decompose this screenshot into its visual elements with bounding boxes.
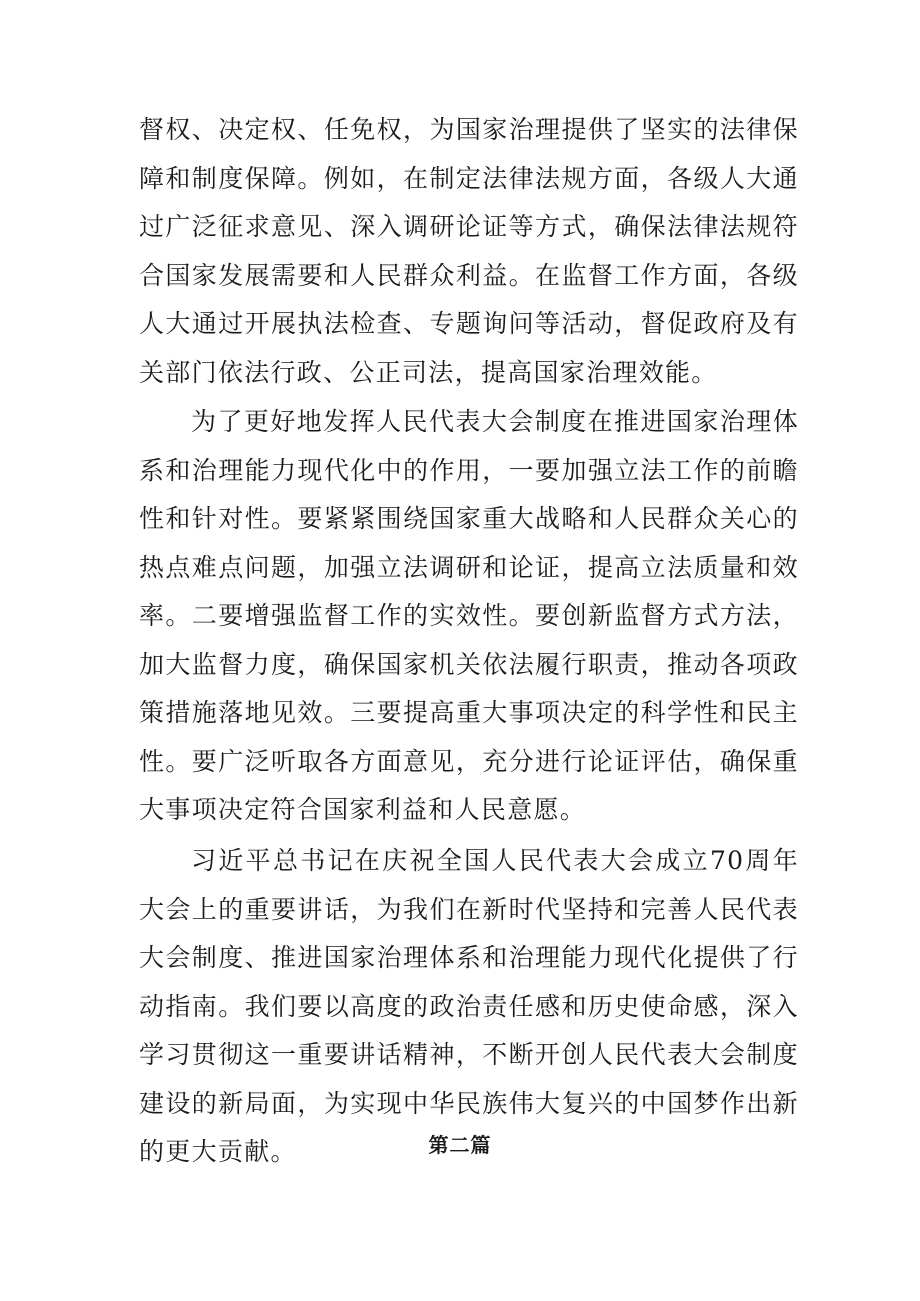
- section-heading: 第二篇: [428, 1133, 492, 1157]
- paragraph-role-recommendations: 为了更好地发挥人民代表大会制度在推进国家治理体系和治理能力现代化中的作用，一要加强立法工作的前瞻性和针对性。要紧紧围绕国家重大战略和人民群众关心的热点难点问题，加强立法调研和论证，提高立法质量和效率。二要增强监督工作的实效性。要创新监督方式方法，加大监督力度，确保国家机关依法履行职责，推动各项政策措施落地见效。三要提高重大事项决定的科学性和民主性。要广泛听取各方面意见，充分进行论证评估，确保重大事项决定符合国家利益和人民意愿。: [139, 407, 799, 824]
- paragraph-continuation: 督权、决定权、任免权，为国家治理提供了坚实的法律保障和制度保障。例如，在制定法律法规方面，各级人大通过广泛征求意见、深入调研论证等方式，确保法律法规符合国家发展需要和人民群众利益。在监督工作方面，各级人大通过开展执法检查、专题询问等活动，督促政府及有关部门依法行政、公正司法，提高国家治理效能。: [139, 115, 799, 387]
- paragraph-conclusion: 习近平总书记在庆祝全国人民代表大会成立70周年大会上的重要讲话，为我们在新时代坚持和完善人民代表大会制度、推进国家治理体系和治理能力现代化提供了行动指南。我们要以高度的政治责任感和历史使命感，深入学习贯彻这一重要讲话精神，不断开创人民代表大会制度建设的新局面，为实现中华民族伟大复兴的中国梦作出新的更大贡献。: [139, 846, 799, 1166]
